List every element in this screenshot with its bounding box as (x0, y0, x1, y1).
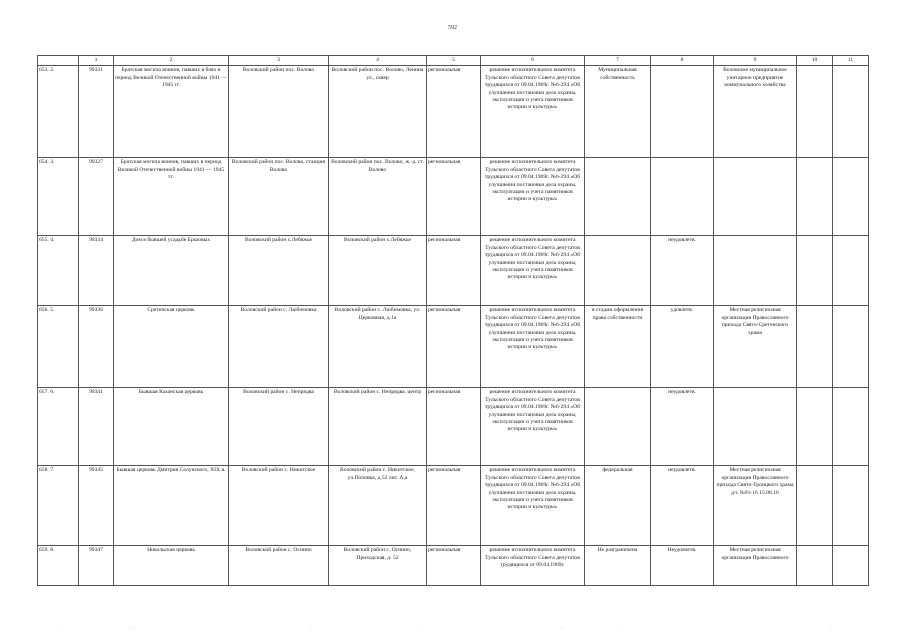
decision-cell: решение исполнительного комитета Тульского областного Совета депутатов трудящихся от 09.04.1969г. №6-294 «Об улучшении постановки дела охраны, эксплуатации и учета памятников истории и культуры» (481, 466, 585, 546)
district-cell: Воловский район пос. Волово (229, 66, 329, 158)
column-11-cell (833, 66, 869, 158)
column-10-cell (797, 236, 833, 306)
column-11-cell (833, 158, 869, 236)
address-cell: Воловский район с. Непрядва, центр (329, 388, 427, 466)
condition-cell: Неудовлетв. (651, 546, 714, 586)
column-header-3: 3 (229, 56, 329, 66)
district-cell: Воловский район с. Никитское (229, 466, 329, 546)
column-header-9: 9 (714, 56, 797, 66)
row-number-cell: 659. 8. (38, 546, 79, 586)
table-header (38, 56, 869, 66)
table-row (38, 546, 869, 586)
category-cell: региональная (427, 66, 481, 158)
header-row (38, 56, 869, 66)
category-cell: региональная (427, 546, 481, 586)
district-cell: Воловский район с. Непрядва (229, 388, 329, 466)
object-name-cell: Братская могила воинов, павших в боях в период Великой Отечественной войны 1941 — 1945 гг. (114, 66, 229, 158)
condition-cell: удовлетв. (651, 306, 714, 388)
column-10-cell (797, 388, 833, 466)
decision-cell: решение исполнительного комитета Тульского областного Совета депутатов трудящихся от 09.04.1969г. №6-294 «Об улучшении постановки дела охраны, эксплуатации и учета памятников истории и культуры» (481, 66, 585, 158)
condition-cell: неудовлетв. (651, 466, 714, 546)
address-cell: Воловский район с. Никитское, ул.Поповка, д.52 лит. А,а (329, 466, 427, 546)
condition-cell (651, 66, 714, 158)
user-organization-cell: Местная религиозная организация Православного прихода Свято-Троицкого храма д/с №91-16 15.08.16 (714, 466, 797, 546)
ownership-cell: федеральная (585, 466, 651, 546)
object-name-cell: Дом в бывшей усадьбе Ершовых (114, 236, 229, 306)
user-organization-cell: Местная религиозная организация Православного прихода Свято-Сретенского храма (714, 306, 797, 388)
table-row (38, 158, 869, 236)
scan-footer-marks: · · · · · · · · (60, 626, 832, 631)
column-11-cell (833, 466, 869, 546)
condition-cell (651, 158, 714, 236)
address-cell: Воловский район с. Любимовка, ул. Церковная, д.1а (329, 306, 427, 388)
row-number-cell: 655. 4. (38, 236, 79, 306)
decision-cell: решение исполнительного комитета Тульского областного Совета депутатов трудящихся от 09.04.1969г. №6-294 «Об улучшении постановки дела охраны, эксплуатации и учета памятников истории и культуры» (481, 158, 585, 236)
registry-number-cell: 99341 (79, 388, 114, 466)
registry-number-cell: 99336 (79, 306, 114, 388)
column-10-cell (797, 158, 833, 236)
row-number-cell: 654. 3. (38, 158, 79, 236)
registry-number-cell: 99334 (79, 236, 114, 306)
ownership-cell (585, 388, 651, 466)
column-header-6: 6 (481, 56, 585, 66)
user-organization-cell: Местная религиозная организация Православного (714, 546, 797, 586)
ownership-cell: в стадии оформления права собственности (585, 306, 651, 388)
category-cell: региональная (427, 306, 481, 388)
object-name-cell: Сретенская церковь (114, 306, 229, 388)
column-header-5: 5 (427, 56, 481, 66)
district-cell: Воловский район с.Лебяжье (229, 236, 329, 306)
registry-number-cell: 99347 (79, 546, 114, 586)
address-cell: Воловский район с.Лебяжье (329, 236, 427, 306)
decision-cell: решение исполнительного комитета Тульского областного Совета депутатов трудящихся от 09.04.1969г. №6-294 «Об улучшении постановки дела охраны, эксплуатации и учета памятников истории и культуры» (481, 388, 585, 466)
table-body (38, 66, 869, 586)
column-header-7: 7 (585, 56, 651, 66)
page-number: 592 (448, 25, 457, 31)
column-10-cell (797, 66, 833, 158)
category-cell: региональная (427, 388, 481, 466)
decision-cell: решение исполнительного комитета Тульского областного Совета депутатов трудящихся от 09.04.1969г. (481, 546, 585, 586)
condition-cell: неудовлетв. (651, 388, 714, 466)
column-11-cell (833, 236, 869, 306)
object-name-cell: Братская могила воинов, павших в период Великой Отечественной войны 1941 — 1945 гг. (114, 158, 229, 236)
column-header-8: 8 (651, 56, 714, 66)
row-number-cell: 653. 2. (38, 66, 79, 158)
district-cell: Воловский район с. Любимовка (229, 306, 329, 388)
ownership-cell: Не разграничена (585, 546, 651, 586)
user-organization-cell (714, 158, 797, 236)
column-11-cell (833, 546, 869, 586)
address-cell: Воловский район пос. Волово, Ленина ул., сквер (329, 66, 427, 158)
table-row (38, 466, 869, 546)
column-11-cell (833, 388, 869, 466)
monument-registry-table (37, 55, 869, 586)
object-name-cell: Бывшая Казанская церковь (114, 388, 229, 466)
registry-number-cell: 99331 (79, 66, 114, 158)
column-10-cell (797, 466, 833, 546)
column-header-2: 2 (114, 56, 229, 66)
user-organization-cell (714, 388, 797, 466)
registry-number-cell: 99345 (79, 466, 114, 546)
ownership-cell (585, 158, 651, 236)
category-cell: региональная (427, 466, 481, 546)
category-cell: региональная (427, 236, 481, 306)
decision-cell: решение исполнительного комитета Тульского областного Совета депутатов трудящихся от 09.04.1969г. №6-294 «Об улучшении постановки дела охраны, эксплуатации и учета памятников истории и культуры» (481, 306, 585, 388)
district-cell: Воловский район с. Оснино (229, 546, 329, 586)
column-11-cell (833, 306, 869, 388)
column-10-cell (797, 306, 833, 388)
category-cell: региональная (427, 158, 481, 236)
user-organization-cell (714, 236, 797, 306)
decision-cell: решение исполнительного комитета Тульского областного Совета депутатов трудящихся от 09.04.1969г. №6-294 «Об улучшении постановки дела охраны, эксплуатации и учета памятников истории и культуры» (481, 236, 585, 306)
object-name-cell: Никольская церковь (114, 546, 229, 586)
column-header-4: 4 (329, 56, 427, 66)
column-header-10: 10 (797, 56, 833, 66)
address-cell: Воловский район пос. Волово, ж.-д. ст. Волово (329, 158, 427, 236)
column-header-1: 1 (79, 56, 114, 66)
object-name-cell: Бывшая церковь Дмитрия Солунского, XIX в. (114, 466, 229, 546)
row-number-cell: 656. 5. (38, 306, 79, 388)
table-row (38, 388, 869, 466)
column-10-cell (797, 546, 833, 586)
district-cell: Воловский район пос. Волово, станция Волово (229, 158, 329, 236)
user-organization-cell: Воловское муниципальное унитарное предприятие коммунального хозяйства (714, 66, 797, 158)
registry-number-cell: 99327 (79, 158, 114, 236)
address-cell: Воловский район с. Оснино, Приходская, д. 52 (329, 546, 427, 586)
table-row (38, 306, 869, 388)
row-number-cell: 657. 6. (38, 388, 79, 466)
table-row (38, 66, 869, 158)
ownership-cell (585, 236, 651, 306)
table-row (38, 236, 869, 306)
column-header-11: 11 (833, 56, 869, 66)
condition-cell: неудовлетв. (651, 236, 714, 306)
row-number-cell: 658. 7. (38, 466, 79, 546)
ownership-cell: Муниципальная собственность (585, 66, 651, 158)
column-header-0 (38, 56, 79, 66)
